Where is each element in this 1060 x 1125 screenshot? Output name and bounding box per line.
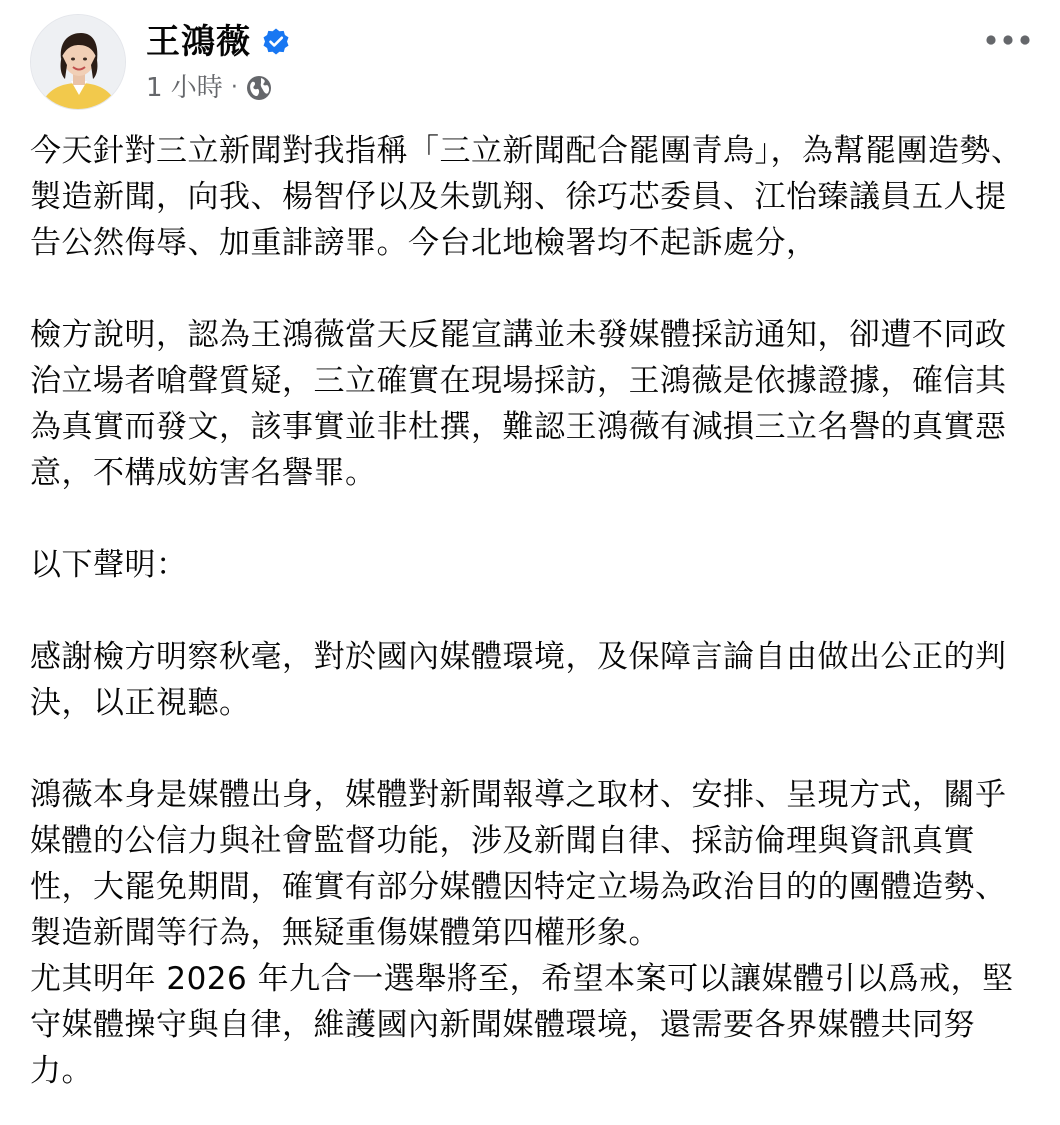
post-paragraph: 尤其明年 2026 年九合一選舉將至，希望本案可以讓媒體引以爲戒，堅守媒體操守與自律，維護國內新聞媒體環境，還需要各界媒體共同努力。 <box>30 961 1014 1089</box>
verified-badge-icon <box>261 27 291 57</box>
post-header <box>0 0 1060 120</box>
post-paragraph: 鴻薇本身是媒體出身，媒體對新聞報導之取材、安排、呈現方式，關乎媒體的公信力與社會監督功能，涉及新聞自律、採訪倫理與資訊真實性，大罷免期間，確實有部分媒體因特定立場為政治目的的團體造勢、製造新聞等行為，無疑重傷媒體第四權形象。 <box>30 777 1007 951</box>
post-timestamp[interactable]: 1 小時 <box>146 73 223 103</box>
more-options-button[interactable] <box>984 22 1032 58</box>
post-body <box>30 128 1030 1094</box>
globe-icon[interactable] <box>244 73 274 103</box>
more-options-icon <box>985 34 1031 46</box>
post-paragraph: 檢方說明，認為王鴻薇當天反罷宣講並未發媒體採訪通知，卻遭不同政治立場者嗆聲質疑，三立確實在現場採訪，王鴻薇是依據證據，確信其為真實而發文，該事實並非杜撰，難認王鴻薇有減損三立名譽的真實惡意，不構成妨害名譽罪。 <box>30 317 1007 491</box>
avatar-image <box>31 15 126 110</box>
avatar[interactable] <box>30 14 126 110</box>
meta-separator: · <box>230 75 238 100</box>
post-meta <box>146 70 274 106</box>
author-row <box>146 18 291 66</box>
post-paragraph: 以下聲明： <box>30 547 188 583</box>
post-paragraph: 今天針對三立新聞對我指稱「三立新聞配合罷團青鳥」，為幫罷團造勢、製造新聞，向我、楊智伃以及朱凱翔、徐巧芯委員、江怡臻議員五人提告公然侮辱、加重誹謗罪。今台北地檢署均不起訴處分， <box>30 133 1023 261</box>
author-name[interactable]: 王鴻薇 <box>146 22 251 62</box>
post-paragraph: 感謝檢方明察秋毫，對於國內媒體環境，及保障言論自由做出公正的判決，以正視聽。 <box>30 639 1007 721</box>
